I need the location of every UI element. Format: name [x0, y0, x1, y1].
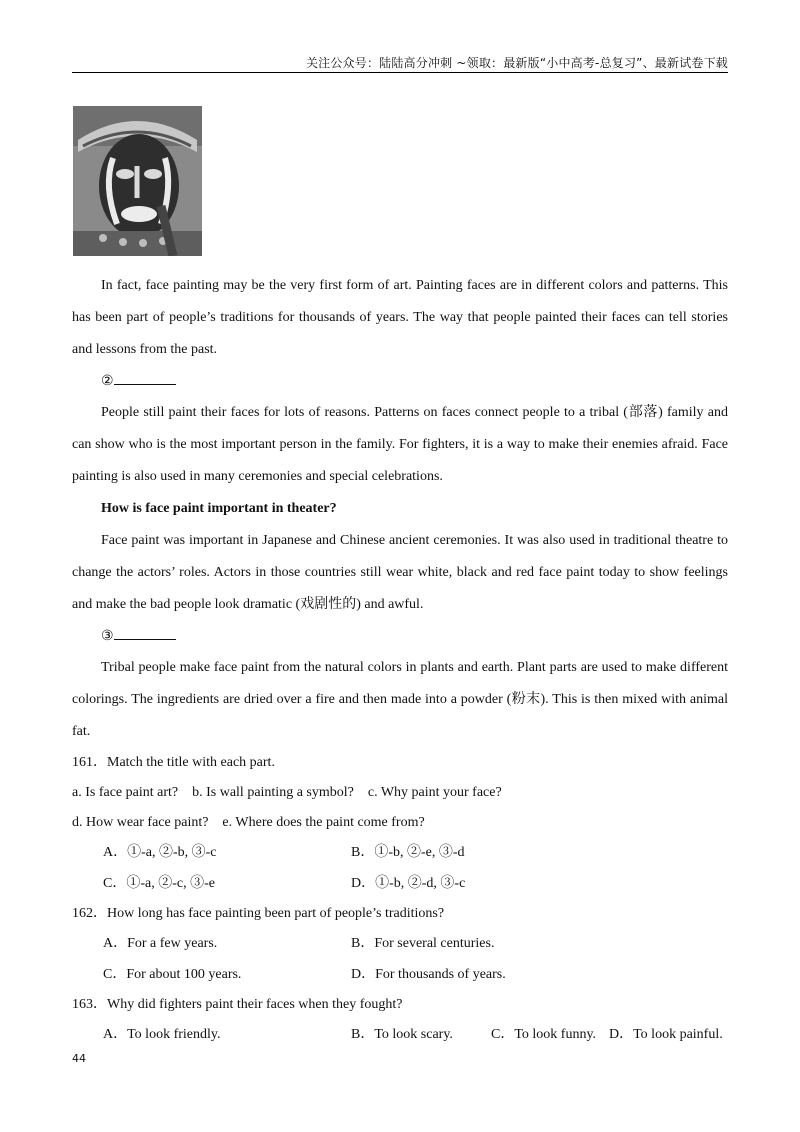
question-161-options-row-1: [72, 838, 728, 869]
question-163-stem: 163．Why did fighters paint their faces when they fought?: [72, 997, 403, 1012]
question-162-stem: 162．How long has face painting been part of people’s traditions?: [72, 906, 445, 921]
question-161-titles-1: a. Is face paint art? b. Is wall painting a symbol? c. Why paint your face?: [72, 785, 502, 800]
question-161-option-a[interactable]: A．①-a, ②-b, ③-c: [103, 845, 217, 860]
question-161-stem: 161．Match the title with each part.: [72, 755, 275, 770]
section-heading: How is face paint important in theater?: [101, 501, 337, 516]
question-163-option-c[interactable]: C．To look funny.: [491, 1027, 597, 1042]
question-163-option-b[interactable]: B．To look scary.: [351, 1027, 453, 1042]
question-163-options: [72, 1020, 728, 1051]
question-161-option-b[interactable]: B．①-b, ②-e, ③-d: [351, 845, 465, 860]
question-161-option-c[interactable]: C．①-a, ②-c, ③-e: [103, 875, 215, 891]
face-paint-photo: [73, 106, 202, 256]
question-161-option-d[interactable]: D．①-b, ②-d, ③-c: [351, 875, 466, 891]
blank-2-number: ②: [101, 374, 114, 389]
question-163-option-d[interactable]: D．To look painful.: [609, 1027, 723, 1042]
question-162-options-row-2: [72, 960, 728, 991]
blank-3: [72, 621, 728, 652]
header-divider: [72, 72, 728, 73]
blank-3-number: ③: [101, 629, 114, 644]
paragraph-2: People still paint their faces for lots of reasons. Patterns on faces connect people to a tribal (部落) family and can show who is the most important person in the family. For fighters, it is a way to make their enemies afraid. Face painting is also used in many ceremonies and special celebrations.: [72, 405, 728, 484]
paragraph-4: Tribal people make face paint from the natural colors in plants and earth. Plant parts are used to make different colorings. The ingredients are dried over a fire and then made into a powder (粉末). This is then mixed with animal fat.: [72, 660, 728, 739]
question-161-titles-2: d. How wear face paint? e. Where does the paint come from?: [72, 815, 425, 830]
question-162-options-row-1: [72, 929, 728, 960]
question-163-option-a[interactable]: A．To look friendly.: [103, 1027, 221, 1042]
page-number: 44: [72, 1052, 86, 1065]
question-162-option-d[interactable]: D．For thousands of years.: [351, 966, 506, 982]
page-header: 关注公众号：陆陆高分冲刺 ~领取：最新版“小中高考-总复习”、最新试卷下载: [305, 56, 728, 70]
blank-2-line: [114, 370, 176, 385]
blank-3-line: [114, 625, 176, 640]
blank-2: [72, 366, 728, 397]
paragraph-3: Face paint was important in Japanese and Chinese ancient ceremonies. It was also used in traditional theatre to change the actors’ roles. Actors in those countries still wear white, black and red face paint today to show feelings and make the bad people look dramatic (戏剧性的) and awful.: [72, 533, 728, 612]
question-162-option-b[interactable]: B．For several centuries.: [351, 936, 495, 951]
question-162-option-c[interactable]: C．For about 100 years.: [103, 966, 242, 982]
question-162-option-a[interactable]: A．For a few years.: [103, 936, 218, 951]
article-body: [72, 270, 728, 1051]
question-161-options-row-2: [72, 869, 728, 900]
paragraph-1: In fact, face painting may be the very first form of art. Painting faces are in different colors and patterns. This has been part of people’s traditions for thousands of years. The way that people painted their faces can tell stories and lessons from the past.: [72, 278, 728, 357]
